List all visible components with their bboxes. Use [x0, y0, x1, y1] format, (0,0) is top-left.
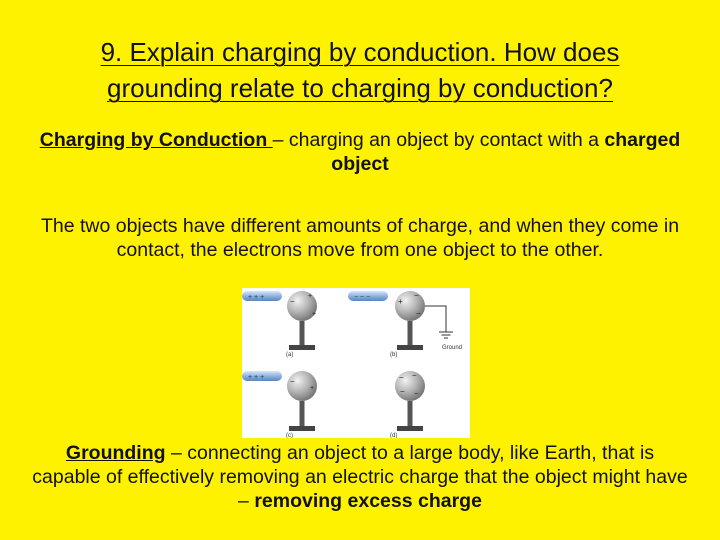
ground-wire	[425, 306, 446, 332]
conduction-definition-bold: charged object	[331, 129, 681, 175]
title-line-2: grounding relate to charging by conduction?	[107, 73, 613, 103]
sphere-charge: −	[399, 373, 404, 382]
sphere-charge: −	[290, 297, 295, 306]
sphere-charge: +	[310, 385, 315, 392]
sphere-charge: −	[416, 309, 421, 318]
grounding-term: Grounding	[65, 442, 166, 464]
rod-charges: + + +	[248, 294, 265, 301]
conduction-definition-text: – charging an object by contact with a	[272, 129, 605, 151]
panel-c	[242, 371, 317, 438]
ground-label: Ground	[442, 345, 463, 351]
sphere-charge: −	[290, 377, 295, 386]
panel-b	[348, 291, 462, 358]
sphere-stand	[408, 321, 413, 345]
sphere-charge: +	[308, 293, 313, 300]
grounding-definition	[30, 441, 690, 513]
conduction-term: Charging by Conduction	[39, 129, 273, 151]
title-line-1: 9. Explain charging by conduction. How does	[100, 37, 620, 67]
conduction-explanation: The two objects have different amounts of charge, and when they come in contact, the electrons move from one object to the other.	[40, 215, 680, 261]
sphere-base	[289, 345, 315, 350]
panel-a	[242, 291, 317, 358]
panel-label-c: (c)	[286, 433, 293, 438]
panel-label-a: (a)	[286, 352, 294, 358]
slide-title	[20, 34, 700, 106]
conduction-definition	[30, 128, 690, 176]
rod-charges: − − −	[354, 294, 371, 301]
panel-label-d: (d)	[390, 433, 398, 438]
sphere-charge: −	[414, 389, 419, 398]
sphere-base	[397, 345, 423, 350]
conduction-diagram	[242, 288, 470, 438]
panel-label-b: (b)	[390, 352, 398, 358]
sphere-base	[289, 426, 315, 431]
panel-d	[390, 371, 425, 438]
sphere-stand	[300, 321, 305, 345]
sphere-charge: +	[312, 311, 317, 318]
grounding-definition-bold: removing excess charge	[254, 490, 482, 512]
sphere-stand	[408, 401, 413, 426]
sphere-base	[397, 426, 423, 431]
sphere-charge: −	[414, 291, 419, 300]
sphere-stand	[300, 401, 305, 426]
sphere-charge: −	[400, 387, 405, 396]
sphere-charge: +	[398, 297, 403, 306]
grounding-definition-text: – connecting an object to a large body, like Earth, that is capable of effectively removing an electric charge that the object might have –	[32, 442, 688, 512]
conduction-diagram-svg	[242, 288, 470, 438]
sphere-charge: −	[412, 371, 417, 380]
rod-charges: + + +	[248, 374, 265, 381]
